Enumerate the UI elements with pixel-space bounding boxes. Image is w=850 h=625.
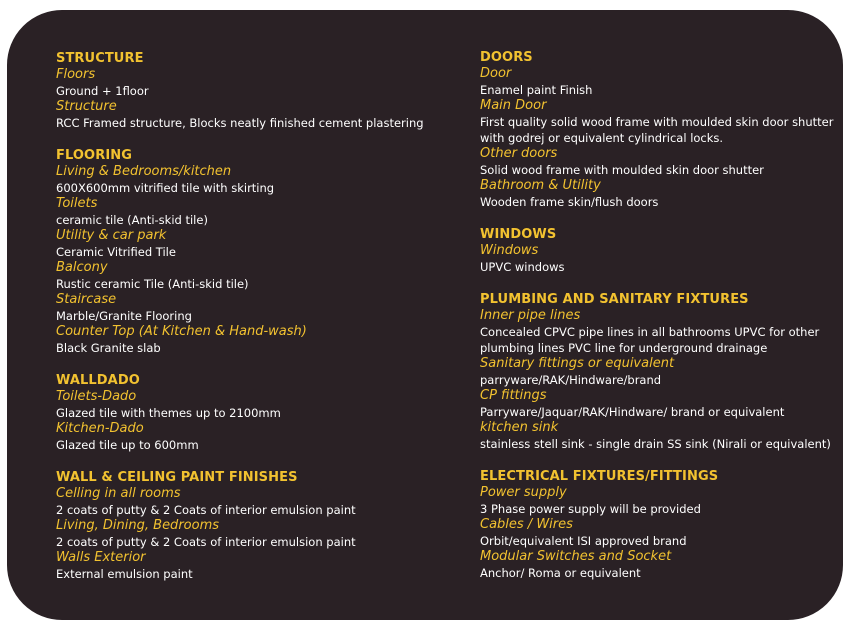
item-text: Rustic ceramic Tile (Anti-skid tile) bbox=[56, 277, 249, 291]
item-title: Main Door bbox=[480, 98, 547, 113]
item-text: First quality solid wood frame with moulded skin door shutter with godrej or equivalent cylindrical locks. bbox=[480, 115, 834, 145]
section-heading: WALL & CEILING PAINT FINISHES bbox=[56, 470, 298, 485]
item-title: Modular Switches and Socket bbox=[480, 549, 672, 564]
item-text: Orbit/equivalent ISI approved brand bbox=[480, 534, 687, 548]
item-title: Kitchen-Dado bbox=[56, 421, 144, 436]
section-doors bbox=[480, 49, 850, 210]
item-text: Glazed tile with themes up to 2100mm bbox=[56, 406, 281, 420]
item-text: RCC Framed structure, Blocks neatly finished cement plastering bbox=[56, 116, 424, 130]
item-text: Enamel paint Finish bbox=[480, 83, 593, 97]
section-heading: DOORS bbox=[480, 50, 533, 65]
section-wall-ceiling-paint-finishes bbox=[56, 469, 456, 582]
item-title: kitchen sink bbox=[480, 420, 559, 435]
item-title: Inner pipe lines bbox=[480, 308, 581, 323]
section-plumbing-and-sanitary-fixtures bbox=[480, 291, 850, 452]
section-windows bbox=[480, 226, 850, 275]
section-heading: ELECTRICAL FIXTURES/FITTINGS bbox=[480, 469, 719, 484]
item-title: Balcony bbox=[56, 260, 108, 275]
section-structure bbox=[56, 50, 456, 131]
item-title: Living, Dining, Bedrooms bbox=[56, 518, 220, 533]
item-title: Structure bbox=[56, 99, 117, 114]
item-title: Bathroom & Utility bbox=[480, 178, 601, 193]
item-text: stainless stell sink - single drain SS sink (Nirali or equivalent) bbox=[480, 437, 831, 451]
item-text: 2 coats of putty & 2 Coats of interior emulsion paint bbox=[56, 503, 356, 517]
left-column bbox=[56, 50, 456, 598]
section-heading: WALLDADO bbox=[56, 373, 140, 388]
right-column bbox=[480, 49, 850, 597]
item-text: ceramic tile (Anti-skid tile) bbox=[56, 213, 208, 227]
item-title: Power supply bbox=[480, 485, 567, 500]
section-heading: WINDOWS bbox=[480, 227, 557, 242]
item-title: Utility & car park bbox=[56, 228, 167, 243]
item-title: Floors bbox=[56, 67, 96, 82]
section-flooring bbox=[56, 147, 456, 356]
item-title: Living & Bedrooms/kitchen bbox=[56, 164, 232, 179]
item-text: Glazed tile up to 600mm bbox=[56, 438, 199, 452]
item-text: 600X600mm vitrified tile with skirting bbox=[56, 181, 275, 195]
item-title: Door bbox=[480, 66, 512, 81]
section-heading: STRUCTURE bbox=[56, 51, 144, 66]
section-heading: PLUMBING AND SANITARY FIXTURES bbox=[480, 292, 749, 307]
item-text: parryware/RAK/Hindware/brand bbox=[480, 373, 662, 387]
item-text: Parryware/Jaquar/RAK/Hindware/ brand or equivalent bbox=[480, 405, 785, 419]
item-title: Toilets-Dado bbox=[56, 389, 137, 404]
item-text: Wooden frame skin/flush doors bbox=[480, 195, 659, 209]
item-title: CP fittings bbox=[480, 388, 547, 403]
item-text: Marble/Granite Flooring bbox=[56, 309, 192, 323]
item-title: Toilets bbox=[56, 196, 98, 211]
item-text: Ground + 1floor bbox=[56, 84, 149, 98]
item-text: 3 Phase power supply will be provided bbox=[480, 502, 701, 516]
item-title: Celling in all rooms bbox=[56, 486, 181, 501]
item-text: External emulsion paint bbox=[56, 567, 193, 581]
item-title: Cables / Wires bbox=[480, 517, 573, 532]
item-text: Ceramic Vitrified Tile bbox=[56, 245, 176, 259]
item-title: Counter Top (At Kitchen & Hand-wash) bbox=[56, 324, 307, 339]
item-text: Solid wood frame with moulded skin door shutter bbox=[480, 163, 764, 177]
spec-panel bbox=[2, 5, 848, 625]
item-text: Concealed CPVC pipe lines in all bathrooms UPVC for other plumbing lines PVC line for underground drainage bbox=[480, 325, 820, 355]
item-title: Sanitary fittings or equivalent bbox=[480, 356, 675, 371]
item-title: Other doors bbox=[480, 146, 558, 161]
section-electrical-fixtures-fittings bbox=[480, 468, 850, 581]
item-title: Windows bbox=[480, 243, 539, 258]
item-title: Walls Exterior bbox=[56, 550, 146, 565]
item-title: Staircase bbox=[56, 292, 117, 307]
item-text: UPVC windows bbox=[480, 260, 565, 274]
item-text: Anchor/ Roma or equivalent bbox=[480, 566, 641, 580]
section-heading: FLOORING bbox=[56, 148, 133, 163]
item-text: 2 coats of putty & 2 Coats of interior emulsion paint bbox=[56, 535, 356, 549]
item-text: Black Granite slab bbox=[56, 341, 161, 355]
section-walldado bbox=[56, 372, 456, 453]
